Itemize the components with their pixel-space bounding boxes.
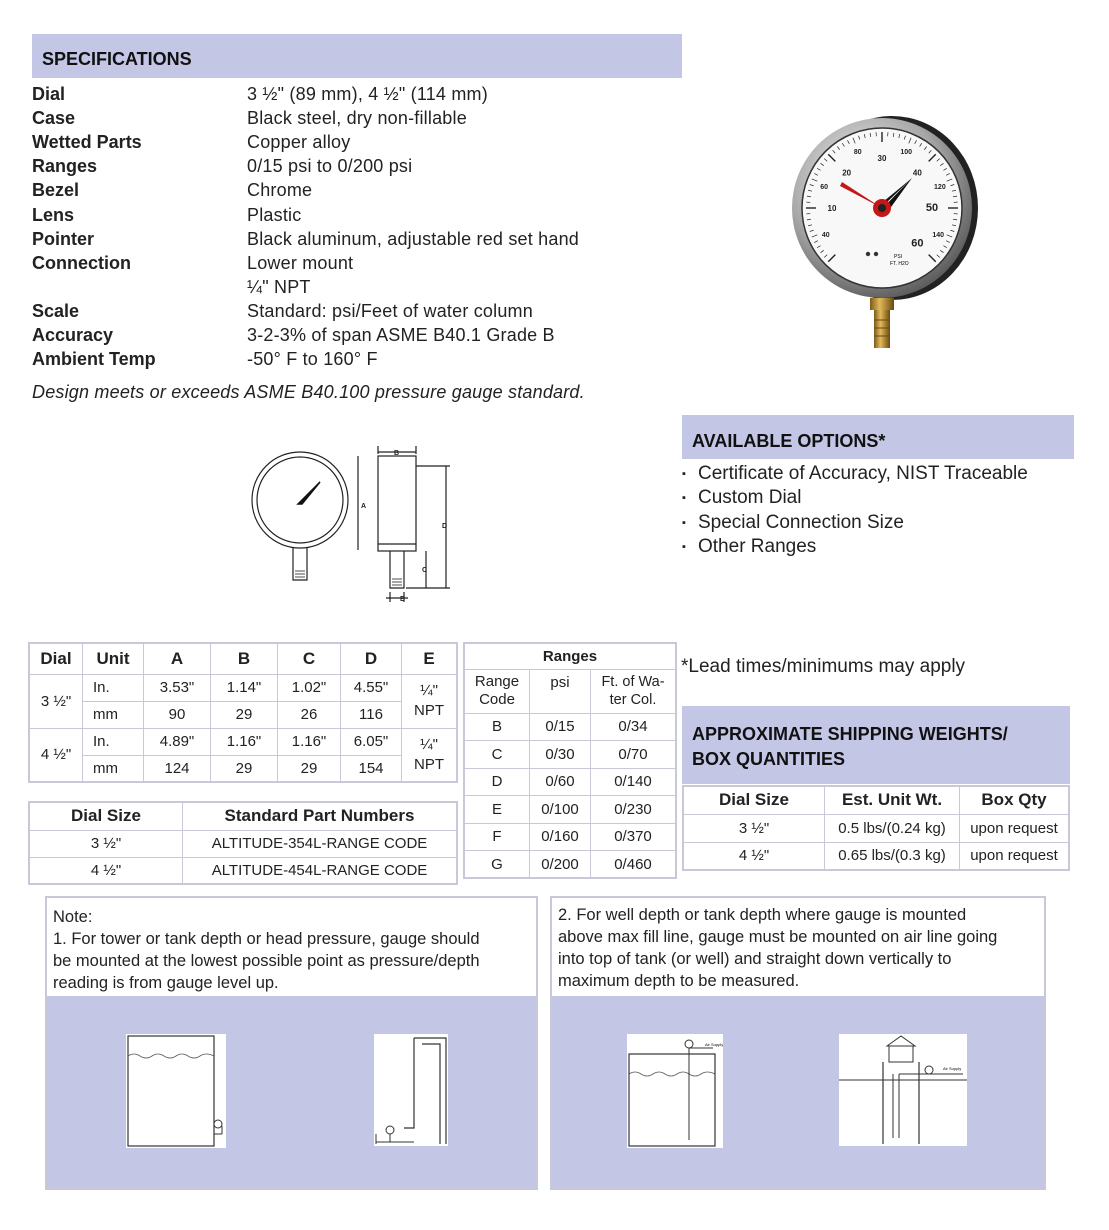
table-cell: 4 ½"	[29, 857, 183, 884]
table-cell: 1.16"	[211, 728, 278, 755]
table-cell: 3.53"	[144, 674, 211, 701]
col-part-numbers: Standard Part Numbers	[183, 802, 458, 830]
option-label: Special Connection Size	[698, 511, 904, 533]
table-cell: 0.65 lbs/(0.3 kg)	[825, 842, 960, 870]
range-code-line: Range	[474, 673, 520, 690]
table-cell: 0/15	[530, 713, 591, 741]
table-cell: 29	[211, 701, 278, 728]
e-cell	[402, 728, 458, 782]
col-range-code	[464, 669, 530, 713]
diagram-case-side	[378, 456, 416, 551]
col-dial-size: Dial Size	[29, 802, 183, 830]
diagram-label-b: B	[394, 450, 400, 457]
gauge-outer-label: 140	[932, 232, 945, 240]
col-box-qty: Box Qty	[960, 786, 1070, 814]
gauge-outer-label: 120	[934, 183, 946, 191]
specifications-title: SPECIFICATIONS	[42, 49, 192, 69]
option-item	[682, 463, 1028, 485]
col-a: A	[144, 643, 211, 674]
spec-label: Lens	[32, 204, 75, 225]
table-cell: 0/230	[591, 796, 677, 824]
shipping-table	[682, 785, 1070, 871]
table-cell: 0/70	[591, 741, 677, 769]
gauge-scale-label: 40	[912, 168, 922, 178]
air-supply-label: Air Supply	[943, 1066, 962, 1071]
gauge-scale-label: 10	[827, 204, 837, 213]
gauge-scale-label: 30	[877, 154, 887, 163]
spec-label: Scale	[32, 300, 80, 321]
spec-label: Dial	[32, 84, 66, 104]
table-row	[683, 814, 1069, 842]
gauge-outer-label: 60	[820, 183, 829, 191]
spec-value: Black aluminum, adjustable red set hand	[247, 228, 579, 249]
table-cell: upon request	[960, 814, 1070, 842]
col-psi: psi	[530, 669, 591, 713]
gauge-outer-label: 80	[853, 148, 862, 156]
option-item	[682, 487, 801, 509]
col-c: C	[278, 643, 341, 674]
spec-value: Standard: psi/Feet of water column	[247, 300, 533, 321]
bullet-icon: ▪	[682, 516, 686, 529]
spec-value: -50° F to 160° F	[247, 349, 378, 370]
spec-value: Plastic	[247, 204, 302, 225]
diagram-fitting-side	[390, 551, 404, 588]
table-cell: 90	[144, 701, 211, 728]
e-cell-size: ¼"	[420, 682, 438, 699]
table-row	[464, 741, 676, 769]
spec-label: Bezel	[32, 180, 80, 201]
table-cell: 4.89"	[144, 728, 211, 755]
tank-diagram-1	[126, 1034, 226, 1148]
shipping-title-line1: APPROXIMATE SHIPPING WEIGHTS/	[692, 724, 1008, 744]
dial-cell: 3 ½"	[29, 674, 83, 728]
table-cell: 154	[341, 755, 402, 782]
option-item	[682, 512, 904, 534]
spec-value: Black steel, dry non-fillable	[247, 108, 467, 129]
note-1-panel	[45, 896, 538, 1190]
note-line: be mounted at the lowest possible point as pressure/depth	[53, 952, 480, 970]
col-d: D	[341, 643, 402, 674]
table-cell: 124	[144, 755, 211, 782]
col-dial: Dial	[29, 643, 83, 674]
table-cell: 3 ½"	[29, 830, 183, 857]
col-unit-wt: Est. Unit Wt.	[825, 786, 960, 814]
spec-label: Case	[32, 108, 76, 129]
note-1-text	[53, 906, 480, 994]
option-label: Other Ranges	[698, 535, 817, 557]
table-cell: 0/370	[591, 823, 677, 851]
bullet-icon: ▪	[682, 540, 686, 553]
gauge-outer-label: 100	[900, 148, 913, 156]
option-label: Custom Dial	[698, 487, 802, 509]
dimension-diagram	[250, 440, 470, 605]
specifications-header	[32, 34, 682, 78]
diagram-dial-inner	[257, 457, 343, 543]
table-cell: 6.05"	[341, 728, 402, 755]
diagram-label-a: A	[361, 503, 367, 510]
table-cell: 0/60	[530, 768, 591, 796]
spec-value: Lower mount	[247, 252, 354, 273]
tower-diagram-1	[374, 1034, 448, 1146]
table-cell: 4 ½"	[683, 842, 825, 870]
gauge-icon	[925, 1066, 933, 1074]
table-cell: 0/460	[591, 851, 677, 879]
note-line: 2. For well depth or tank depth where gauge is mounted	[558, 906, 967, 924]
note-2-illustration-area	[552, 996, 1044, 1188]
table-row	[29, 701, 457, 728]
available-options-title: AVAILABLE OPTIONS*	[692, 431, 886, 451]
spec-label: Wetted Parts	[32, 132, 142, 153]
diagram-fitting-front	[293, 548, 307, 580]
gauge-icon	[386, 1126, 394, 1134]
table-cell: 0/140	[591, 768, 677, 796]
part-number: ALTITUDE-454L-RANGE CODE	[183, 857, 458, 884]
lead-times-note: *Lead times/minimums may apply	[681, 656, 966, 677]
e-cell-npt: NPT	[414, 702, 444, 719]
e-cell	[402, 674, 458, 728]
ft-water-line: ter Col.	[609, 692, 657, 708]
tank-diagram-2	[627, 1034, 723, 1148]
table-row	[464, 768, 676, 796]
table-cell: 1.16"	[278, 728, 341, 755]
unit-cell: mm	[83, 755, 144, 782]
table-row	[29, 830, 457, 857]
unit-cell: In.	[83, 674, 144, 701]
table-cell: 1.14"	[211, 674, 278, 701]
unit-cell: mm	[83, 701, 144, 728]
gauge-scale-label: 60	[911, 237, 924, 250]
table-cell: 1.02"	[278, 674, 341, 701]
diagram-label-d: D	[442, 523, 448, 530]
table-cell: 29	[211, 755, 278, 782]
table-cell: E	[464, 796, 530, 824]
table-cell: 0/200	[530, 851, 591, 879]
table-cell: upon request	[960, 842, 1070, 870]
table-cell: 4.55"	[341, 674, 402, 701]
note-1-illustration-area	[47, 996, 536, 1188]
ranges-table	[463, 642, 677, 879]
table-cell: 3 ½"	[683, 814, 825, 842]
e-cell-npt: NPT	[414, 755, 444, 773]
unit-cell: In.	[83, 728, 144, 755]
table-cell: 0/30	[530, 741, 591, 769]
spec-label: Accuracy	[32, 325, 114, 345]
gauge-fitting	[874, 310, 890, 348]
table-row	[464, 851, 676, 879]
air-supply-label: Air Supply	[705, 1042, 723, 1047]
table-cell: F	[464, 823, 530, 851]
well-diagram-2	[839, 1034, 967, 1146]
spec-label: Ranges	[32, 156, 98, 177]
table-cell: 0/100	[530, 796, 591, 824]
table-cell: 26	[278, 701, 341, 728]
table-cell: 0/34	[591, 713, 677, 741]
col-dial-size: Dial Size	[683, 786, 825, 814]
table-cell: 29	[278, 755, 341, 782]
gauge-scale-label: 50	[925, 202, 939, 214]
col-b: B	[211, 643, 278, 674]
gauge-scale-label: 20	[842, 168, 852, 178]
option-item	[682, 536, 816, 558]
ranges-title: Ranges	[464, 643, 676, 669]
table-row	[464, 823, 676, 851]
note-line: Note:	[53, 908, 93, 926]
ft-water-line: Ft. of Wa-	[601, 674, 665, 690]
spec-value: 0/15 psi to 0/200 psi	[247, 156, 413, 177]
gauge-icon	[685, 1040, 693, 1048]
note-line: into top of tank (or well) and straight down vertically to	[558, 950, 952, 968]
gauge-stem	[870, 298, 894, 310]
note-2-text	[558, 904, 997, 992]
table-cell: D	[464, 768, 530, 796]
table-cell: G	[464, 851, 530, 879]
part-numbers-table	[28, 801, 458, 885]
table-row	[464, 713, 676, 741]
spec-label: Ambient Temp	[32, 349, 156, 370]
table-row	[464, 796, 676, 824]
table-row	[683, 842, 1069, 870]
note-2-panel	[550, 896, 1046, 1190]
table-row	[29, 755, 457, 782]
spec-label: Connection	[32, 252, 131, 273]
spec-value: Copper alloy	[247, 132, 351, 153]
table-cell: 0.5 lbs/(0.24 kg)	[825, 814, 960, 842]
part-number: ALTITUDE-354L-RANGE CODE	[183, 830, 458, 857]
table-cell: 0/160	[530, 823, 591, 851]
available-options-header	[682, 415, 1074, 459]
note-line: above max fill line, gauge must be mounted on air line going	[558, 928, 998, 946]
diagram-dial-outer	[252, 452, 348, 548]
table-cell: B	[464, 713, 530, 741]
gauge-outer-label: 40	[821, 232, 830, 240]
col-e: E	[402, 643, 458, 674]
table-row	[29, 674, 457, 701]
note-line: 1. For tower or tank depth or head pressure, gauge should	[53, 930, 480, 948]
table-row	[29, 728, 457, 755]
shipping-title-line2: BOX QUANTITIES	[692, 749, 846, 769]
option-label: Certificate of Accuracy, NIST Traceable	[698, 463, 1028, 484]
gauge-unit-ft: FT. H2O	[890, 261, 909, 267]
note-line: maximum depth to be measured.	[558, 972, 800, 990]
table-row	[29, 857, 457, 884]
spec-label: Pointer	[32, 228, 95, 249]
dial-cell: 4 ½"	[29, 728, 83, 782]
gauge-icon	[214, 1120, 222, 1128]
bullet-icon: ▪	[682, 492, 686, 505]
bullet-icon: ▪	[682, 467, 686, 480]
spec-value: 3 ½" (89 mm), 4 ½" (114 mm)	[247, 84, 488, 104]
note-line: reading is from gauge level up.	[53, 974, 279, 992]
gauge-unit-psi: PSI	[894, 254, 903, 260]
gauge-photo	[782, 108, 982, 398]
e-cell-size: ¼"	[420, 735, 438, 753]
col-ft-water	[591, 669, 677, 713]
range-code-line: Code	[479, 691, 515, 708]
dimensions-table	[28, 642, 458, 783]
shipping-header	[682, 706, 1070, 784]
diagram-pointer	[298, 482, 320, 504]
specifications-footnote: Design meets or exceeds ASME B40.100 pressure gauge standard.	[32, 382, 585, 402]
col-unit: Unit	[83, 643, 144, 674]
spec-value: 3-2-3% of span ASME B40.1 Grade B	[247, 325, 555, 345]
diagram-label-c: C	[422, 567, 428, 574]
spec-value: ¼" NPT	[247, 276, 311, 297]
diagram-label-e: E	[400, 596, 405, 603]
table-cell: 116	[341, 701, 402, 728]
spec-value: Chrome	[247, 180, 313, 201]
table-cell: C	[464, 741, 530, 769]
